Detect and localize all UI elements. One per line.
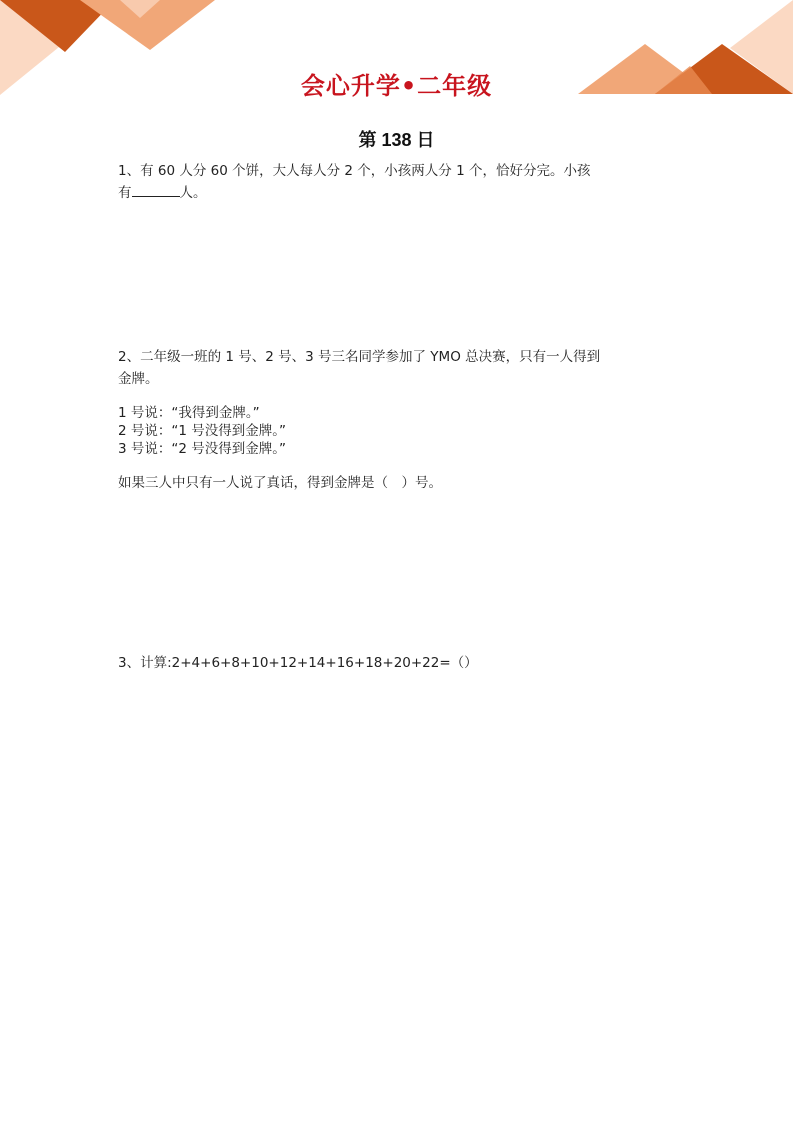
statement-3: 3 号说：“2 号没得到金牌。” bbox=[118, 441, 286, 457]
question-2-line1: 2、二年级一班的 1 号、2 号、3 号三名同学参加了 YMO 总决赛，只有一人得到 bbox=[118, 349, 601, 365]
day-title: 第 138 日 bbox=[358, 130, 435, 150]
question-2-line2: 金牌。 bbox=[118, 371, 159, 387]
question-3-text: 3、计算:2+4+6+8+10+12+14+16+18+20+22=（） bbox=[118, 655, 478, 671]
question-3 bbox=[118, 652, 678, 674]
question-1 bbox=[118, 160, 678, 204]
question-1-line2-post: 人。 bbox=[179, 185, 207, 201]
statement-1: 1 号说：“我得到金牌。” bbox=[118, 405, 260, 421]
question-2 bbox=[118, 346, 678, 494]
header-title: 会心升学•二年级 bbox=[300, 72, 493, 100]
answer-blank[interactable] bbox=[132, 182, 180, 197]
question-1-line2-pre: 有 bbox=[118, 185, 132, 201]
statement-2: 2 号说：“1 号没得到金牌。” bbox=[118, 423, 286, 439]
question-2-prompt: 如果三人中只有一人说了真话，得到金牌是（ ）号。 bbox=[118, 475, 442, 491]
question-1-line1: 1、有 60 人分 60 个饼，大人每人分 2 个，小孩两人分 1 个，恰好分完。小孩 bbox=[118, 163, 591, 179]
question-1-line2 bbox=[118, 182, 678, 204]
